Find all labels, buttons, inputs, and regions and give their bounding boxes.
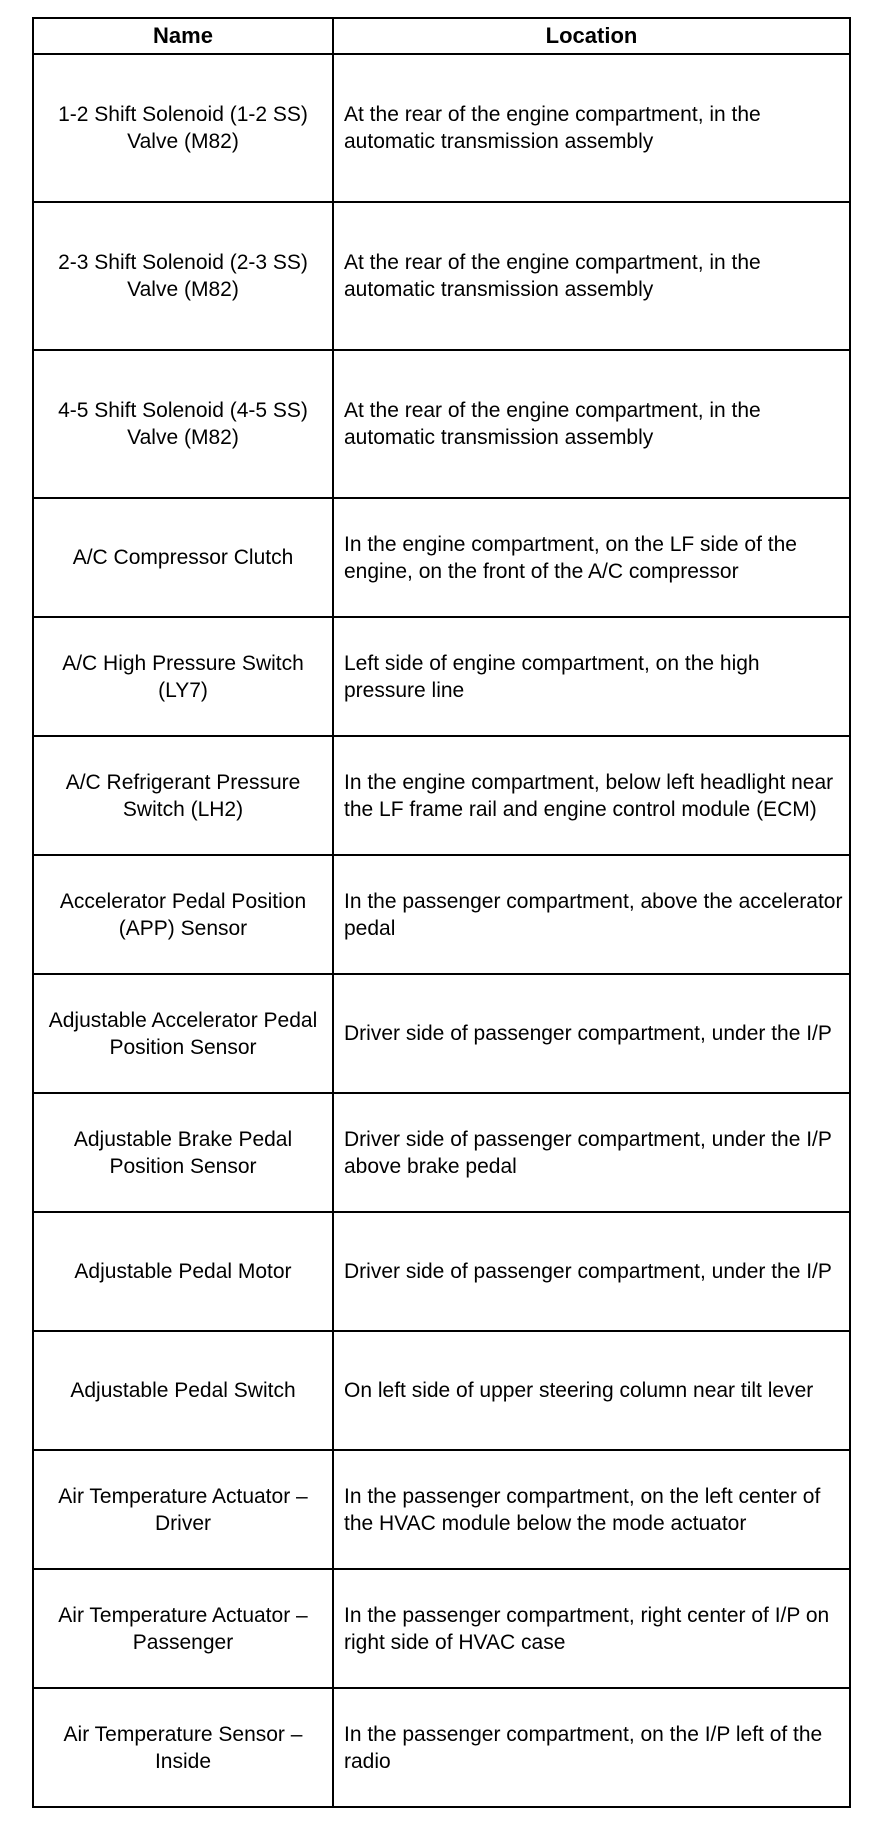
component-name-cell: 2-3 Shift Solenoid (2-3 SS) Valve (M82): [33, 202, 333, 350]
component-location-cell: At the rear of the engine compartment, in the automatic transmission assembly: [333, 202, 850, 350]
table-row: [33, 1688, 850, 1807]
component-name-cell: A/C Compressor Clutch: [33, 498, 333, 617]
location-column-header: Location: [333, 18, 850, 54]
table-row: [33, 617, 850, 736]
component-name-cell: Accelerator Pedal Position (APP) Sensor: [33, 855, 333, 974]
table-row: [33, 1331, 850, 1450]
component-location-cell: Left side of engine compartment, on the high pressure line: [333, 617, 850, 736]
component-location-cell: In the passenger compartment, above the accelerator pedal: [333, 855, 850, 974]
table-row: [33, 1450, 850, 1569]
component-name-cell: 4-5 Shift Solenoid (4-5 SS) Valve (M82): [33, 350, 333, 498]
table-row: [33, 1093, 850, 1212]
component-location-cell: In the engine compartment, on the LF side of the engine, on the front of the A/C compressor: [333, 498, 850, 617]
component-name-cell: Adjustable Accelerator Pedal Position Sensor: [33, 974, 333, 1093]
component-name-cell: Adjustable Brake Pedal Position Sensor: [33, 1093, 333, 1212]
table-row: [33, 974, 850, 1093]
component-location-cell: In the engine compartment, below left headlight near the LF frame rail and engine control module (ECM): [333, 736, 850, 855]
table-row: [33, 350, 850, 498]
table-row: [33, 498, 850, 617]
component-location-cell: Driver side of passenger compartment, under the I/P above brake pedal: [333, 1093, 850, 1212]
component-location-table-wrapper: [32, 17, 849, 1808]
table-header-row: [33, 18, 850, 54]
component-location-cell: Driver side of passenger compartment, under the I/P: [333, 1212, 850, 1331]
table-row: [33, 54, 850, 202]
component-name-cell: A/C Refrigerant Pressure Switch (LH2): [33, 736, 333, 855]
component-name-cell: Air Temperature Sensor – Inside: [33, 1688, 333, 1807]
component-location-cell: In the passenger compartment, on the left center of the HVAC module below the mode actuator: [333, 1450, 850, 1569]
component-location-cell: In the passenger compartment, right center of I/P on right side of HVAC case: [333, 1569, 850, 1688]
name-column-header: Name: [33, 18, 333, 54]
table-row: [33, 855, 850, 974]
component-name-cell: Air Temperature Actuator – Passenger: [33, 1569, 333, 1688]
component-name-cell: Adjustable Pedal Switch: [33, 1331, 333, 1450]
component-location-table: [32, 17, 851, 1808]
table-row: [33, 1569, 850, 1688]
component-location-cell: At the rear of the engine compartment, in the automatic transmission assembly: [333, 350, 850, 498]
component-location-cell: At the rear of the engine compartment, in the automatic transmission assembly: [333, 54, 850, 202]
component-name-cell: A/C High Pressure Switch (LY7): [33, 617, 333, 736]
component-name-cell: 1-2 Shift Solenoid (1-2 SS) Valve (M82): [33, 54, 333, 202]
component-location-cell: On left side of upper steering column near tilt lever: [333, 1331, 850, 1450]
table-row: [33, 736, 850, 855]
component-location-cell: In the passenger compartment, on the I/P left of the radio: [333, 1688, 850, 1807]
component-name-cell: Air Temperature Actuator – Driver: [33, 1450, 333, 1569]
table-row: [33, 202, 850, 350]
table-row: [33, 1212, 850, 1331]
component-location-cell: Driver side of passenger compartment, under the I/P: [333, 974, 850, 1093]
component-name-cell: Adjustable Pedal Motor: [33, 1212, 333, 1331]
